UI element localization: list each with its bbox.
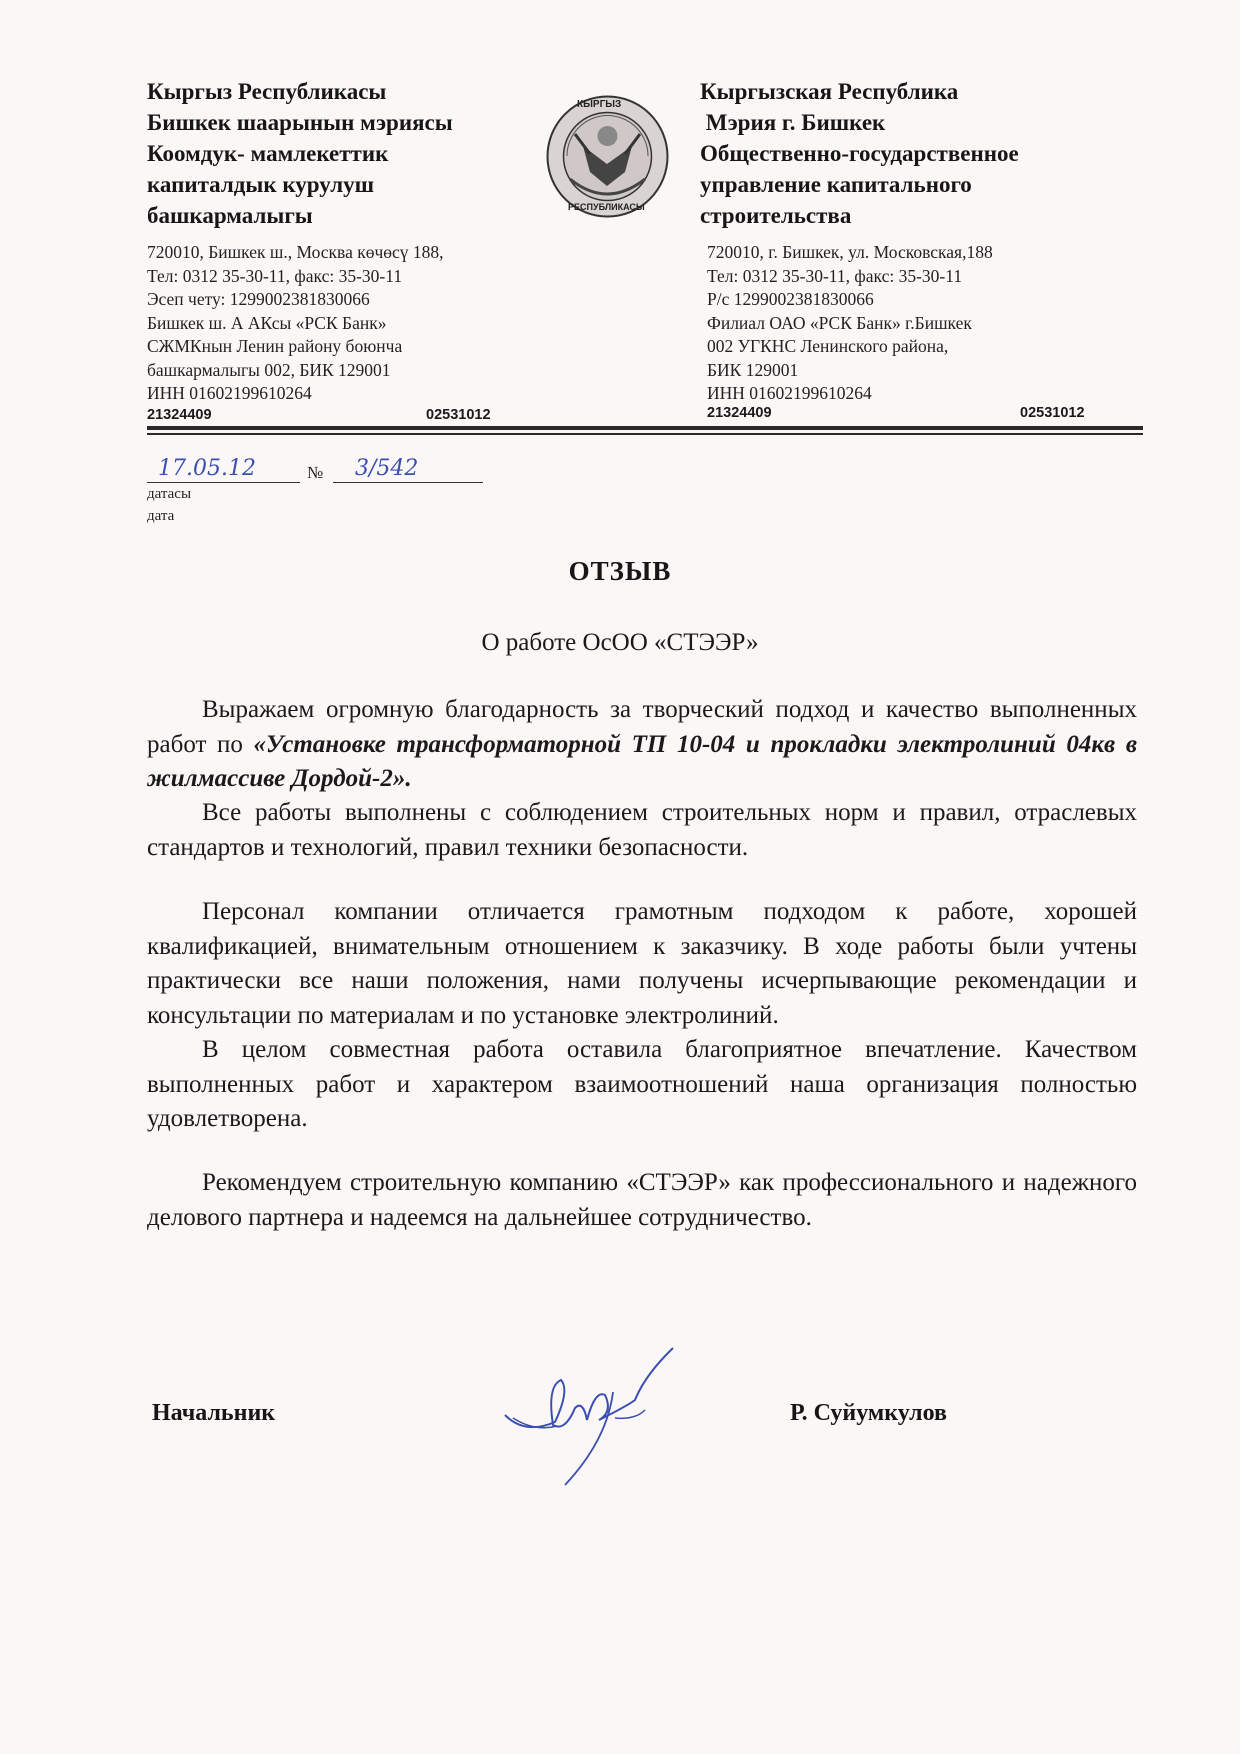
header-right-line: Кыргызская Республика — [700, 79, 959, 104]
address-right-line: 720010, г. Бишкек, ул. Московская,188 — [707, 242, 993, 262]
document-subject: О работе ОсОО «СТЭЭР» — [481, 629, 759, 656]
address-right-line: 002 УГКНС Ленинского района, — [707, 336, 949, 356]
emblem-text-bottom: РЕСПУБЛИКАСЫ — [568, 202, 645, 212]
registration-date-label-ru: дата — [147, 508, 175, 524]
document-title: ОТЗЫВ — [568, 556, 672, 586]
paragraph-2: Все работы выполнены с соблюдением строительных норм и правил, отраслевых стандартов и технологий, правил техники безопасности. — [147, 799, 1137, 861]
address-right — [707, 241, 993, 406]
header-right-line: Мэрия г. Бишкек — [700, 110, 886, 135]
registration-date-label-ky: датасы — [147, 486, 192, 502]
header-right-line: строительства — [700, 203, 852, 228]
address-left-line: ИНН 01602199610264 — [147, 383, 312, 403]
emblem-text-top: КЫРГЫЗ — [577, 99, 622, 110]
address-right-line: Тел: 0312 35-30-11, факс: 35-30-11 — [707, 265, 963, 286]
address-right-line: ИНН 01602199610264 — [707, 383, 872, 403]
paragraph-1 — [147, 693, 1137, 797]
address-left — [147, 241, 444, 406]
address-left-line: 720010, Бишкек ш., Москва көчөсү 188, — [147, 242, 444, 262]
address-left-line: СЖМКнын Ленин району боюнча — [147, 336, 403, 356]
address-left-line: Тел: 0312 35-30-11, факс: 35-30-11 — [147, 265, 403, 286]
header-left-title — [147, 76, 453, 231]
header-right-line: управление капитального — [700, 172, 972, 197]
header-left-line: капиталдык курулуш — [147, 172, 375, 197]
address-left-line: башкармалыгы 002, БИК 129001 — [147, 359, 391, 380]
header-right-line: Общественно-государственное — [700, 141, 1019, 166]
registration-number: 3/542 — [355, 456, 419, 481]
address-left-line: Эсеп чету: 1299002381830066 — [147, 289, 370, 309]
handwritten-signature-icon — [495, 1340, 705, 1490]
codes-left-b: 02531012 — [426, 407, 491, 423]
registration-date: 17.05.12 — [158, 456, 256, 481]
address-right-line: БИК 129001 — [707, 359, 799, 380]
header-left-line: башкармалыгы — [147, 203, 313, 228]
registration-number-sign: № — [307, 463, 324, 482]
header-left-line: Коомдук- мамлекеттик — [147, 141, 389, 166]
codes-right-a: 21324409 — [707, 405, 772, 421]
registration-date-line — [147, 482, 300, 483]
paragraph-3: Персонал компании отличается грамотным подходом к работе, хорошей квалификацией, внимательным отношением к заказчику. В ходе работы были учтены практически все наши положения, нами получены исчерпывающие рекомендации и консультации по материалам и по установке электролиний. — [147, 898, 1137, 1029]
header-divider-thin — [147, 433, 1143, 435]
state-emblem-icon — [545, 94, 670, 219]
registration-number-line — [333, 482, 483, 483]
paragraph-5: Рекомендуем строительную компанию «СТЭЭР» как профессионального и надежного делового партнера и надеемся на дальнейшее сотрудничество. — [147, 1169, 1137, 1231]
address-right-line: Р/с 1299002381830066 — [707, 289, 874, 309]
header-right-title — [700, 76, 1019, 231]
signatory-name: Р. Суйумкулов — [790, 1400, 947, 1426]
header-left-line: Кыргыз Республикасы — [147, 79, 387, 104]
address-left-line: Бишкек ш. А АКсы «РСК Банк» — [147, 312, 387, 333]
codes-right-b: 02531012 — [1020, 405, 1085, 421]
codes-left-a: 21324409 — [147, 407, 212, 423]
header-left-line: Бишкек шаарынын мэриясы — [147, 110, 453, 135]
signatory-position: Начальник — [152, 1400, 276, 1426]
paragraph-1-emphasis: «Установке трансформаторной ТП 10-04 и прокладки электролиний 04кв в жилмассиве Дордой-2». — [147, 730, 1137, 792]
address-right-line: Филиал ОАО «РСК Банк» г.Бишкек — [707, 312, 972, 333]
paragraph-4: В целом совместная работа оставила благоприятное впечатление. Качеством выполненных работ и характером взаимоотношений наша организация полностью удовлетворена. — [147, 1036, 1137, 1132]
header-divider-thick — [147, 426, 1143, 430]
paragraph-1-text: Выражаем огромную благодарность за творческий подход и качество выполненных работ по — [147, 696, 1137, 758]
